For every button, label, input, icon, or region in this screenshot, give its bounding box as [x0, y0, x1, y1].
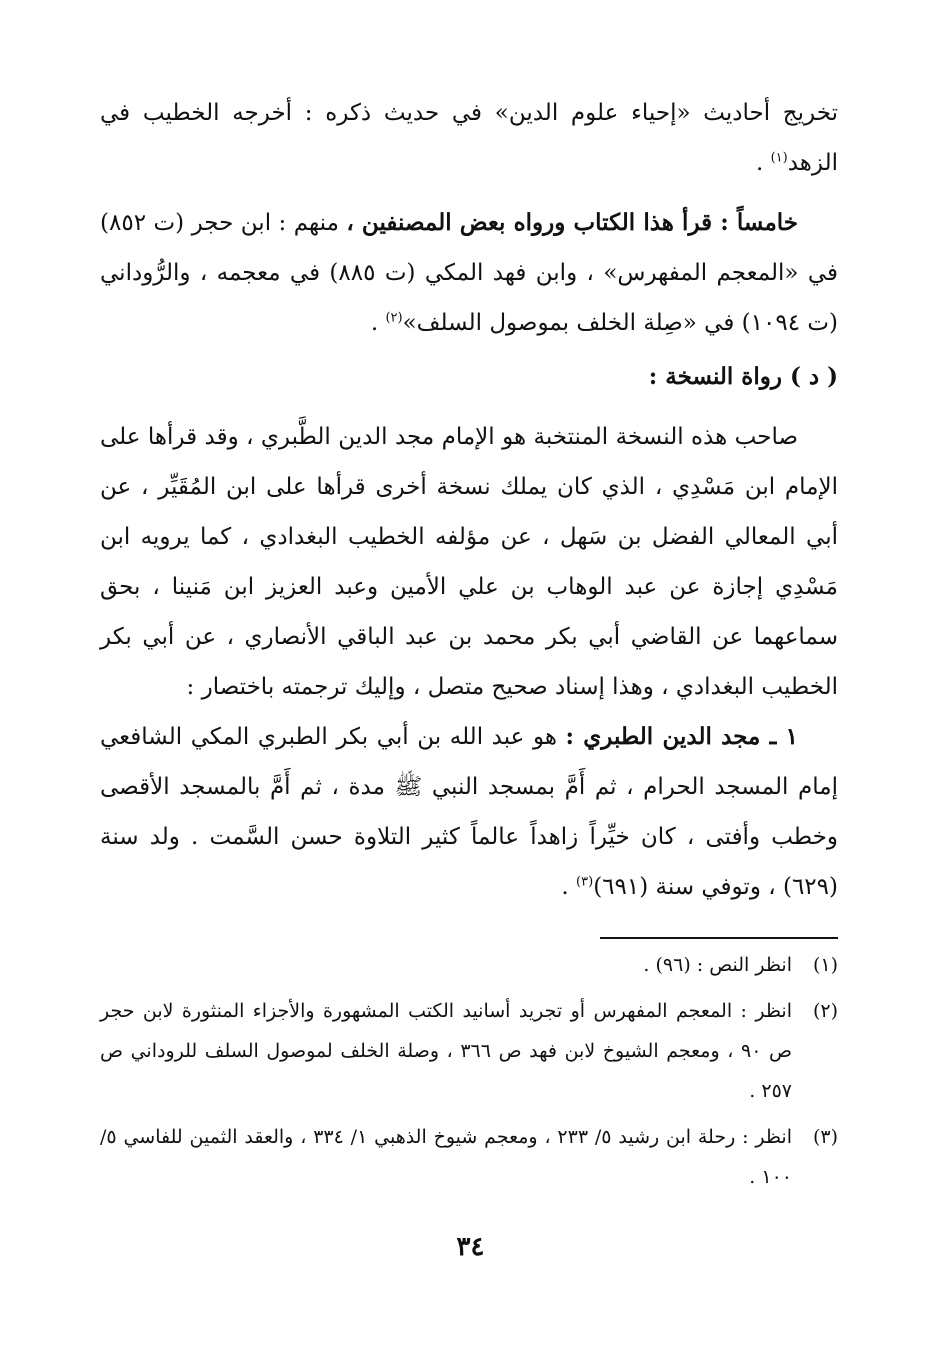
paragraph-2	[100, 198, 838, 348]
footnote-number: (٣)	[812, 1126, 838, 1148]
paragraph-1-text: تخريج أحاديث «إحياء علوم الدين» في حديث ذكره : أخرجه الخطيب في الزهد	[100, 100, 838, 176]
footnote-ref-1[interactable]: (١)	[770, 150, 788, 166]
footnote-2	[100, 991, 838, 1111]
paragraph-3	[100, 412, 838, 712]
footnote-ref-2[interactable]: (٢)	[385, 310, 403, 326]
footnote-divider	[600, 937, 838, 939]
footnotes	[100, 945, 838, 1203]
paragraph-4-text: هو عبد الله بن أبي بكر الطبري المكي الشافعي إمام المسجد الحرام ، ثم أَمَّ بمسجد النبي ﷺ مدة ، ثم أَمَّ بالمسجد الأقصى وخطب وأفتى ، كان خيِّراً زاهداً عالماً كثير التلاوة حسن السَّمت . ولد سنة (٦٢٩) ، وتوفي سنة (٦٩١)	[100, 724, 838, 900]
footnote-number: (٢)	[812, 1000, 838, 1022]
section-heading: ( د ) رواة النسخة :	[648, 363, 838, 390]
main-text	[100, 88, 838, 912]
footnote-3	[100, 1117, 838, 1197]
paragraph-2-end: .	[370, 310, 386, 336]
page-number: ٣٤	[456, 1232, 485, 1262]
footnote-ref-3[interactable]: (٣)	[576, 874, 594, 890]
paragraph-2-lead: خامساً : قرأ هذا الكتاب ورواه بعض المصنفين ،	[346, 209, 798, 236]
paragraph-4-end: .	[561, 874, 577, 900]
footnote-text: انظر : المعجم المفهرس أو تجريد أسانيد الكتب المشهورة والأجزاء المنثورة لابن حجر ص ٩٠ ، ومعجم الشيوخ لابن فهد ص ٣٦٦ ، وصلة الخلف لموصول السلف للروداني ص ٢٥٧ .	[100, 1000, 792, 1102]
footnote-1	[100, 945, 838, 985]
footnote-text: انظر النص : (٩٦) .	[643, 954, 792, 976]
paragraph-4-lead: ١ ـ مجد الدين الطبري :	[565, 723, 798, 750]
paragraph-1-end: .	[755, 150, 771, 176]
paragraph-2-text: منهم : ابن حجر (ت ٨٥٢) في «المعجم المفهرس» ، وابن فهد المكي (ت ٨٨٥) في معجمه ، والرُّوداني (ت ١٠٩٤) في «صِلة الخلف بموصول السلف»	[100, 210, 838, 336]
paragraph-3-text: صاحب هذه النسخة المنتخبة هو الإمام مجد الدين الطَّبري ، وقد قرأها على الإمام ابن مَسْدِي ، الذي كان يملك نسخة أخرى قرأها على ابن المُقَيِّر ، عن أبي المعالي الفضل بن سَهل ، عن مؤلفه الخطيب البغدادي ، كما يرويه ابن مَسْدِي إجازة عن عبد الوهاب بن علي الأمين وعبد العزيز ابن مَنينا ، بحق سماعهما عن القاضي أبي بكر محمد بن عبد الباقي الأنصاري ، عن أبي بكر الخطيب البغدادي ، وهذا إسناد صحيح متصل ، وإليك ترجمته باختصار :	[100, 424, 838, 700]
footnote-number: (١)	[812, 954, 838, 976]
paragraph-1	[100, 88, 838, 188]
footnote-text: انظر : رحلة ابن رشيد ٥/ ٢٣٣ ، ومعجم شيوخ الذهبي ١/ ٣٣٤ ، والعقد الثمين للفاسي ٥/ ١٠٠ .	[100, 1126, 792, 1188]
paragraph-4	[100, 712, 838, 912]
